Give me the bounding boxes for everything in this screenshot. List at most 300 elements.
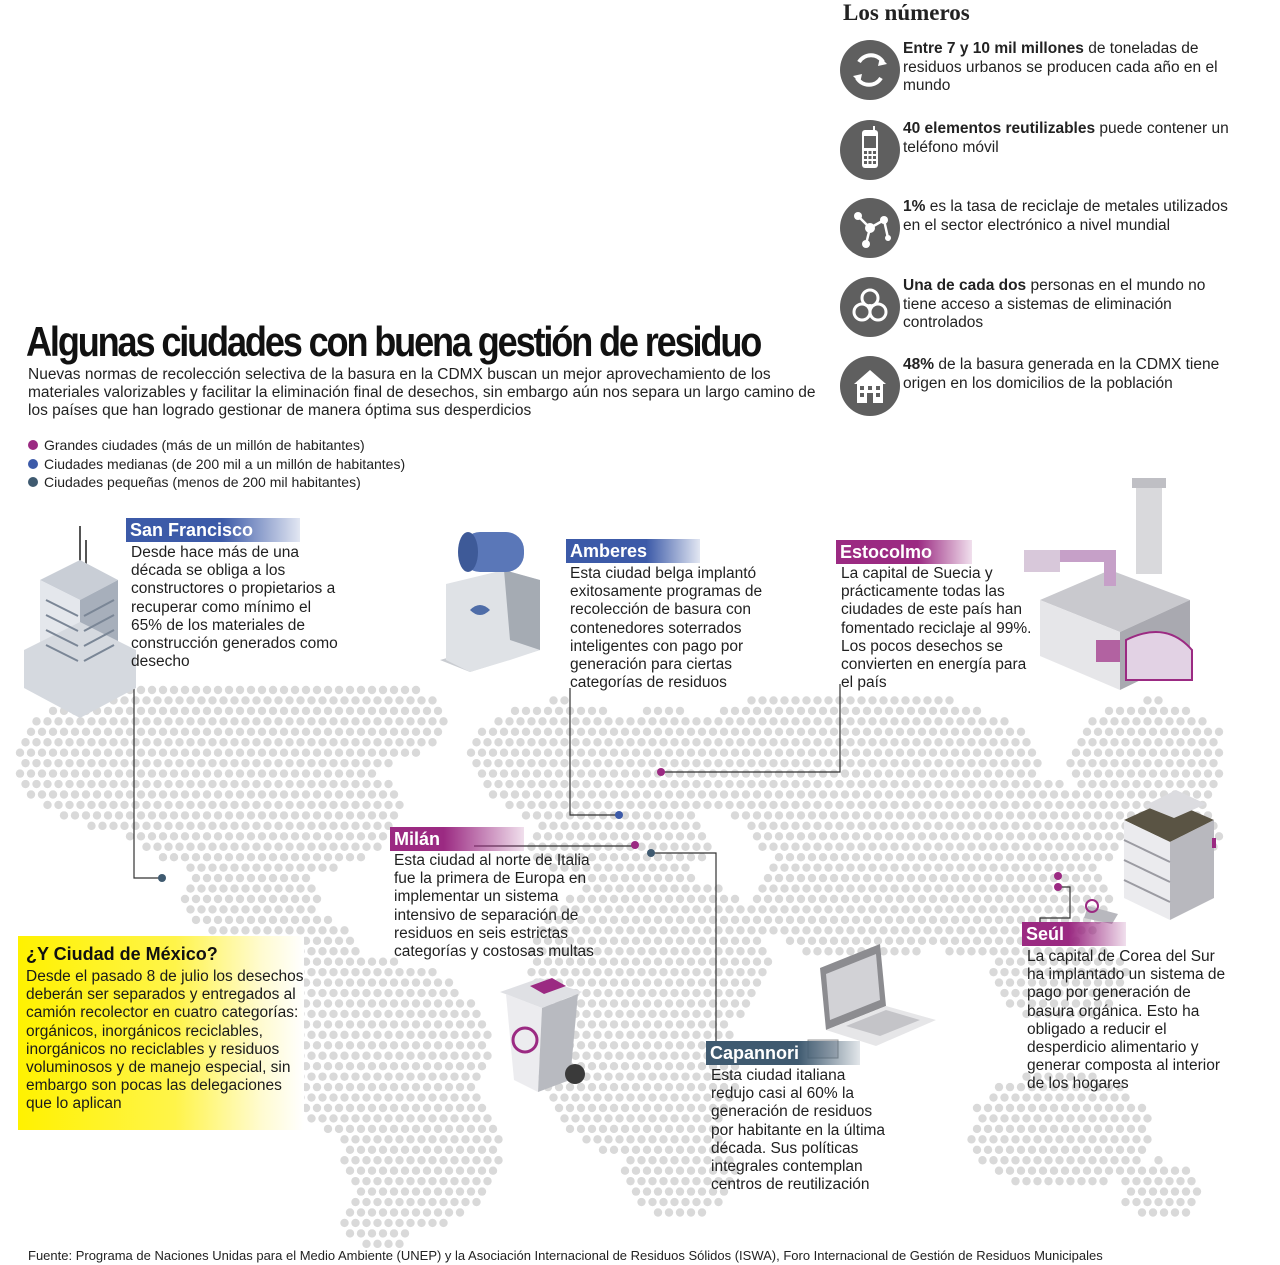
map-dot	[406, 1135, 414, 1143]
map-dot	[192, 895, 200, 903]
map-dot	[1121, 1156, 1129, 1164]
map-dot	[1006, 958, 1014, 966]
legend-label: Ciudades pequeñas (menos de 200 mil habitantes)	[44, 474, 361, 490]
map-dot	[373, 1114, 381, 1122]
map-dot	[340, 696, 348, 704]
map-dot	[60, 790, 68, 798]
map-dot	[599, 1041, 607, 1049]
map-dot	[808, 769, 816, 777]
map-dot	[434, 1104, 442, 1112]
map-dot	[665, 769, 673, 777]
map-dot	[21, 780, 29, 788]
map-dot	[797, 874, 805, 882]
map-dot	[120, 759, 128, 767]
map-dot	[780, 717, 788, 725]
map-dot	[1006, 1104, 1014, 1112]
map-dot	[1000, 738, 1008, 746]
map-dot	[918, 874, 926, 882]
map-dot	[813, 801, 821, 809]
map-dot	[1116, 707, 1124, 715]
map-dot	[324, 707, 332, 715]
map-dot	[681, 1052, 689, 1060]
map-dot	[252, 801, 260, 809]
map-dot	[395, 989, 403, 997]
map-dot	[786, 728, 794, 736]
map-dot	[775, 728, 783, 736]
map-dot	[995, 978, 1003, 986]
map-dot	[1149, 749, 1157, 757]
map-dot	[230, 905, 238, 913]
map-dot	[159, 707, 167, 715]
map-dot	[351, 1177, 359, 1185]
map-dot	[1055, 822, 1063, 830]
stat-text: personas en el mundo no tiene acceso a sistemas de eliminación controlados	[903, 277, 1206, 331]
map-dot	[648, 801, 656, 809]
map-dot	[808, 916, 816, 924]
map-dot	[1000, 1156, 1008, 1164]
map-dot	[665, 1104, 673, 1112]
map-dot	[879, 905, 887, 913]
map-dot	[863, 769, 871, 777]
map-dot	[115, 769, 123, 777]
map-dot	[120, 696, 128, 704]
map-dot	[269, 749, 277, 757]
map-dot	[1077, 738, 1085, 746]
map-dot	[362, 1093, 370, 1101]
map-dot	[1022, 1114, 1030, 1122]
map-dot	[769, 780, 777, 788]
map-dot	[753, 811, 761, 819]
map-dot	[401, 728, 409, 736]
map-dot	[1039, 1104, 1047, 1112]
map-dot	[368, 1083, 376, 1091]
map-dot	[379, 978, 387, 986]
map-dot	[252, 822, 260, 830]
map-dot	[302, 895, 310, 903]
map-dot	[1116, 790, 1124, 798]
map-dot	[819, 749, 827, 757]
map-dot	[896, 749, 904, 757]
map-dot	[621, 999, 629, 1007]
map-dot	[505, 780, 513, 788]
map-dot	[500, 769, 508, 777]
map-dot	[357, 1229, 365, 1237]
map-dot	[934, 863, 942, 871]
map-dot	[995, 1167, 1003, 1175]
map-dot	[357, 686, 365, 694]
map-dot	[808, 832, 816, 840]
map-dot	[918, 916, 926, 924]
map-dot	[467, 1041, 475, 1049]
map-dot	[758, 801, 766, 809]
map-dot	[665, 937, 673, 945]
map-dot	[978, 884, 986, 892]
map-dot	[676, 958, 684, 966]
map-dot	[1022, 738, 1030, 746]
map-dot	[285, 696, 293, 704]
map-dot	[769, 926, 777, 934]
mobile-phone-icon	[840, 120, 900, 180]
map-dot	[698, 1187, 706, 1195]
map-dot	[1121, 717, 1129, 725]
map-dot	[577, 1125, 585, 1133]
map-dot	[439, 1052, 447, 1060]
map-dot	[648, 822, 656, 830]
map-dot	[1017, 769, 1025, 777]
map-dot	[384, 1177, 392, 1185]
map-dot	[1011, 780, 1019, 788]
map-dot	[621, 832, 629, 840]
map-dot	[978, 780, 986, 788]
stat-text: de la basura generada en la CDMX tiene origen en los domicilios de la población	[903, 356, 1220, 392]
map-dot	[868, 717, 876, 725]
map-dot	[582, 1093, 590, 1101]
map-dot	[659, 843, 667, 851]
map-dot	[879, 780, 887, 788]
map-dot	[329, 822, 337, 830]
map-dot	[439, 1072, 447, 1080]
map-dot	[1033, 905, 1041, 913]
map-dot	[1105, 1167, 1113, 1175]
map-dot	[1171, 728, 1179, 736]
map-dot	[736, 759, 744, 767]
map-dot	[819, 832, 827, 840]
map-dot	[439, 1198, 447, 1206]
map-dot	[104, 707, 112, 715]
map-dot	[142, 843, 150, 851]
map-dot	[137, 832, 145, 840]
map-dot	[269, 874, 277, 882]
map-dot	[703, 759, 711, 767]
map-dot	[824, 947, 832, 955]
map-dot	[659, 1072, 667, 1080]
map-dot	[626, 801, 634, 809]
map-dot	[1121, 1135, 1129, 1143]
map-dot	[296, 822, 304, 830]
map-dot	[307, 863, 315, 871]
map-dot	[566, 978, 574, 986]
map-dot	[186, 884, 194, 892]
map-dot	[335, 1062, 343, 1070]
map-dot	[230, 843, 238, 851]
map-dot	[681, 843, 689, 851]
map-dot	[648, 1156, 656, 1164]
map-dot	[32, 759, 40, 767]
map-dot	[588, 1062, 596, 1070]
map-dot	[456, 1041, 464, 1049]
map-dot	[896, 790, 904, 798]
map-dot	[153, 738, 161, 746]
map-dot	[313, 790, 321, 798]
map-dot	[527, 801, 535, 809]
map-dot	[274, 738, 282, 746]
map-dot	[175, 822, 183, 830]
map-dot	[1077, 1177, 1085, 1185]
map-dot	[681, 905, 689, 913]
map-dot	[582, 1010, 590, 1018]
map-dot	[764, 958, 772, 966]
map-dot	[863, 707, 871, 715]
map-dot	[54, 780, 62, 788]
legend-dot	[28, 459, 38, 469]
map-dot	[687, 790, 695, 798]
map-dot	[1138, 769, 1146, 777]
map-dot	[313, 832, 321, 840]
city-text-san-francisco: Desde hace más de una década se obliga a los constructores o propietarios a recuperar como mínimo el 65% de los materiales de construcción generados como desecho	[131, 544, 338, 671]
map-dot	[802, 738, 810, 746]
map-dot	[648, 1072, 656, 1080]
map-dot	[654, 999, 662, 1007]
map-dot	[786, 853, 794, 861]
map-dot	[104, 790, 112, 798]
map-dot	[1066, 801, 1074, 809]
map-dot	[159, 686, 167, 694]
map-dot	[582, 968, 590, 976]
map-dot	[417, 1135, 425, 1143]
map-dot	[241, 717, 249, 725]
map-dot	[307, 801, 315, 809]
map-dot	[1198, 738, 1206, 746]
map-dot	[560, 822, 568, 830]
map-dot	[357, 707, 365, 715]
map-dot	[654, 811, 662, 819]
map-dot	[692, 717, 700, 725]
map-dot	[808, 728, 816, 736]
map-dot	[654, 958, 662, 966]
map-dot	[296, 717, 304, 725]
map-dot	[582, 989, 590, 997]
city-text-seul: La capital de Corea del Sur ha implantado un sistema de pago por generación de basura orgánica. Esto ha obligado a reducir el desperdicio alimentario y generar composta al interior de los hogares	[1027, 948, 1226, 1093]
map-dot	[1099, 1177, 1107, 1185]
map-dot	[665, 874, 673, 882]
map-dot	[945, 759, 953, 767]
map-dot	[247, 769, 255, 777]
map-dot	[142, 780, 150, 788]
map-dot	[340, 738, 348, 746]
map-dot	[329, 759, 337, 767]
map-dot	[494, 1156, 502, 1164]
map-dot	[621, 1062, 629, 1070]
map-dot	[599, 728, 607, 736]
map-dot	[676, 1208, 684, 1216]
map-dot	[428, 1219, 436, 1227]
map-dot	[137, 769, 145, 777]
map-dot	[285, 905, 293, 913]
map-dot	[868, 759, 876, 767]
map-dot	[186, 717, 194, 725]
map-dot	[621, 790, 629, 798]
map-dot	[450, 1114, 458, 1122]
map-dot	[632, 811, 640, 819]
map-dot	[879, 759, 887, 767]
map-dot	[1011, 1156, 1019, 1164]
map-dot	[357, 1020, 365, 1028]
map-dot	[709, 728, 717, 736]
map-dot	[643, 811, 651, 819]
map-dot	[159, 790, 167, 798]
map-dot	[1011, 926, 1019, 934]
map-dot	[967, 926, 975, 934]
map-dot	[527, 843, 535, 851]
map-dot	[934, 843, 942, 851]
map-dot	[934, 905, 942, 913]
map-dot	[824, 801, 832, 809]
map-dot	[335, 749, 343, 757]
map-dot	[87, 780, 95, 788]
map-dot	[588, 790, 596, 798]
map-dot	[1044, 1156, 1052, 1164]
map-dot	[962, 853, 970, 861]
map-dot	[560, 843, 568, 851]
map-dot	[654, 937, 662, 945]
map-dot	[577, 1104, 585, 1112]
city-text-capannori: Esta ciudad italiana redujo casi al 60% la generación de residuos por habitante en la última década. Sus políticas integrales contemplan centros de reutilización	[711, 1067, 886, 1194]
map-dot	[692, 1052, 700, 1060]
map-dot	[1000, 843, 1008, 851]
map-dot	[329, 843, 337, 851]
map-dot	[659, 947, 667, 955]
map-dot	[263, 822, 271, 830]
map-dot	[390, 978, 398, 986]
map-dot	[346, 790, 354, 798]
map-dot	[340, 717, 348, 725]
map-dot	[406, 696, 414, 704]
map-dot	[511, 790, 519, 798]
map-dot	[791, 863, 799, 871]
map-dot	[940, 895, 948, 903]
map-dot	[659, 1093, 667, 1101]
map-dot	[659, 905, 667, 913]
map-dot	[835, 905, 843, 913]
map-dot	[236, 728, 244, 736]
map-dot	[1006, 916, 1014, 924]
map-dot	[615, 968, 623, 976]
map-dot	[1215, 749, 1223, 757]
map-dot	[786, 749, 794, 757]
map-dot	[549, 717, 557, 725]
map-dot	[698, 853, 706, 861]
map-dot	[692, 1177, 700, 1185]
map-dot	[604, 1010, 612, 1018]
map-dot	[604, 968, 612, 976]
map-dot	[263, 863, 271, 871]
map-dot	[417, 1177, 425, 1185]
map-dot	[929, 728, 937, 736]
map-dot	[643, 895, 651, 903]
map-dot	[577, 1020, 585, 1028]
map-dot	[197, 863, 205, 871]
map-dot	[1160, 1167, 1168, 1175]
map-dot	[610, 728, 618, 736]
map-dot	[1187, 738, 1195, 746]
map-dot	[351, 1219, 359, 1227]
map-dot	[1000, 822, 1008, 830]
map-dot	[687, 874, 695, 882]
map-dot	[76, 717, 84, 725]
map-dot	[857, 696, 865, 704]
map-dot	[307, 989, 315, 997]
map-dot	[412, 1104, 420, 1112]
map-dot	[637, 947, 645, 955]
map-dot	[1099, 780, 1107, 788]
map-dot	[379, 1187, 387, 1195]
map-dot	[1116, 1146, 1124, 1154]
map-dot	[918, 832, 926, 840]
map-dot	[1083, 769, 1091, 777]
map-dot	[373, 738, 381, 746]
map-dot	[280, 769, 288, 777]
map-dot	[384, 1156, 392, 1164]
map-dot	[291, 916, 299, 924]
map-dot	[1006, 895, 1014, 903]
map-dot	[1011, 968, 1019, 976]
map-dot	[318, 968, 326, 976]
map-dot	[456, 1208, 464, 1216]
map-dot	[115, 749, 123, 757]
map-dot	[1066, 1156, 1074, 1164]
map-dot	[324, 1041, 332, 1049]
map-dot	[703, 926, 711, 934]
map-dot	[384, 717, 392, 725]
map-dot	[681, 1010, 689, 1018]
map-dot	[648, 905, 656, 913]
map-dot	[346, 1083, 354, 1091]
map-dot	[923, 926, 931, 934]
map-dot	[153, 843, 161, 851]
map-dot	[307, 759, 315, 767]
map-dot	[846, 738, 854, 746]
map-dot	[582, 801, 590, 809]
map-dot	[153, 759, 161, 767]
map-dot	[247, 811, 255, 819]
map-dot	[1154, 1177, 1162, 1185]
map-dot	[945, 905, 953, 913]
map-dot	[280, 707, 288, 715]
map-dot	[753, 916, 761, 924]
map-dot	[670, 738, 678, 746]
map-dot	[725, 947, 733, 955]
map-dot	[615, 843, 623, 851]
map-dot	[659, 780, 667, 788]
map-dot	[43, 759, 51, 767]
map-dot	[599, 769, 607, 777]
map-dot	[241, 926, 249, 934]
map-dot	[813, 863, 821, 871]
map-dot	[940, 853, 948, 861]
map-dot	[1209, 759, 1217, 767]
map-dot	[445, 1146, 453, 1154]
map-dot	[1000, 780, 1008, 788]
map-dot	[511, 707, 519, 715]
map-dot	[984, 1146, 992, 1154]
map-dot	[632, 916, 640, 924]
map-dot	[1127, 1146, 1135, 1154]
map-dot	[725, 1031, 733, 1039]
map-dot	[868, 843, 876, 851]
map-dot	[395, 1240, 403, 1248]
map-dot	[285, 801, 293, 809]
map-dot	[934, 780, 942, 788]
map-dot	[830, 832, 838, 840]
map-dot	[967, 1135, 975, 1143]
map-dot	[445, 1041, 453, 1049]
map-dot	[758, 884, 766, 892]
map-dot	[544, 728, 552, 736]
map-dot	[439, 989, 447, 997]
map-dot	[659, 968, 667, 976]
map-dot	[280, 686, 288, 694]
map-dot	[208, 696, 216, 704]
